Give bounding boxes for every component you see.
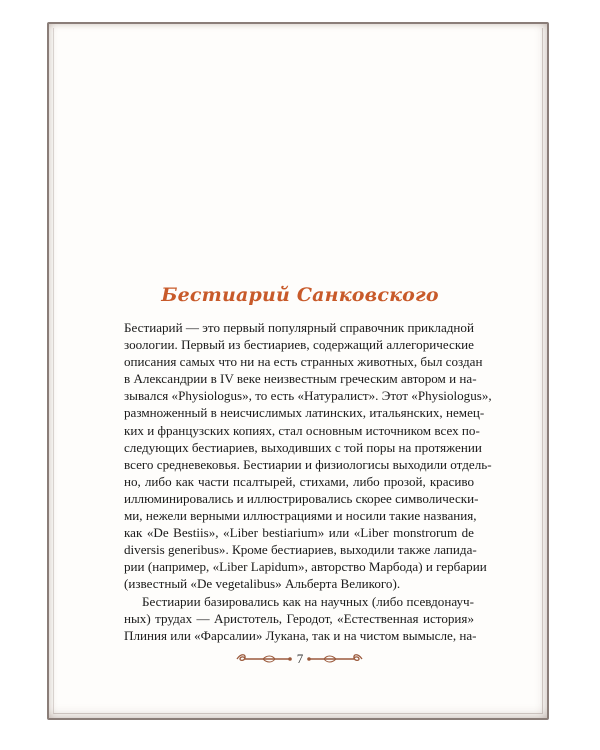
text-line: Бестиарий — это первый популярный справочник прикладной bbox=[124, 320, 474, 335]
text-line: всего средневековья. Бестиарии и физиологисы выходили отдель- bbox=[124, 456, 492, 472]
text-line: описания самых что ни на есть странных животных, был создан bbox=[124, 354, 483, 370]
text-line: diversis generibus». Кроме бестиариев, выходили также лапида- bbox=[124, 542, 477, 558]
text-line: размноженный в неисчислимых латинских, итальянских, немец- bbox=[124, 405, 485, 421]
body-text bbox=[124, 319, 492, 644]
text-line: следующих бестиариев, выходивших с той поры на протяжении bbox=[124, 439, 482, 455]
text-line: (известный «De vegetalibus» Альберта Великого). bbox=[124, 576, 401, 592]
text-line: ных) трудах — Аристотель, Геродот, «Естественная история» bbox=[124, 610, 474, 626]
text-line: как «De Bestiis», «Liber bestiarium» или «Liber monstrorum de bbox=[124, 525, 474, 541]
text-line: иллюминировались и иллюстрировались скорее символически- bbox=[124, 490, 479, 506]
text-line: в Александрии в IV веке неизвестным греческим автором и на- bbox=[124, 371, 477, 387]
paragraph-2 bbox=[124, 593, 477, 644]
text-line: ких и французских копиях, стал основным источником всех по- bbox=[124, 422, 480, 438]
page-title: Бестиарий Санковского bbox=[161, 284, 439, 306]
page-footer bbox=[0, 651, 600, 673]
right-flourish-icon bbox=[306, 651, 366, 667]
text-line: рии (например, «Liber Lapidum», авторство Марбода) и гербарии bbox=[124, 559, 487, 575]
paragraph-1 bbox=[124, 319, 492, 593]
text-line: зоологии. Первый из бестиариев, содержащий аллегорические bbox=[124, 337, 474, 353]
text-line: но, либо как части псалтырей, стихами, либо прозой, красиво bbox=[124, 473, 474, 489]
text-line: ми, нежели верными иллюстрациями и носили такие названия, bbox=[124, 508, 477, 524]
page-number: 7 bbox=[296, 651, 304, 666]
text-line: зывался «Physiologus», то есть «Натуралист». Этот «Physiologus», bbox=[124, 388, 492, 404]
text-line: Бестиарии базировались как на научных (либо псевдонауч- bbox=[142, 593, 474, 609]
text-line: Плиния или «Фарсалии» Лукана, так и на чистом вымысле, на- bbox=[124, 627, 477, 643]
